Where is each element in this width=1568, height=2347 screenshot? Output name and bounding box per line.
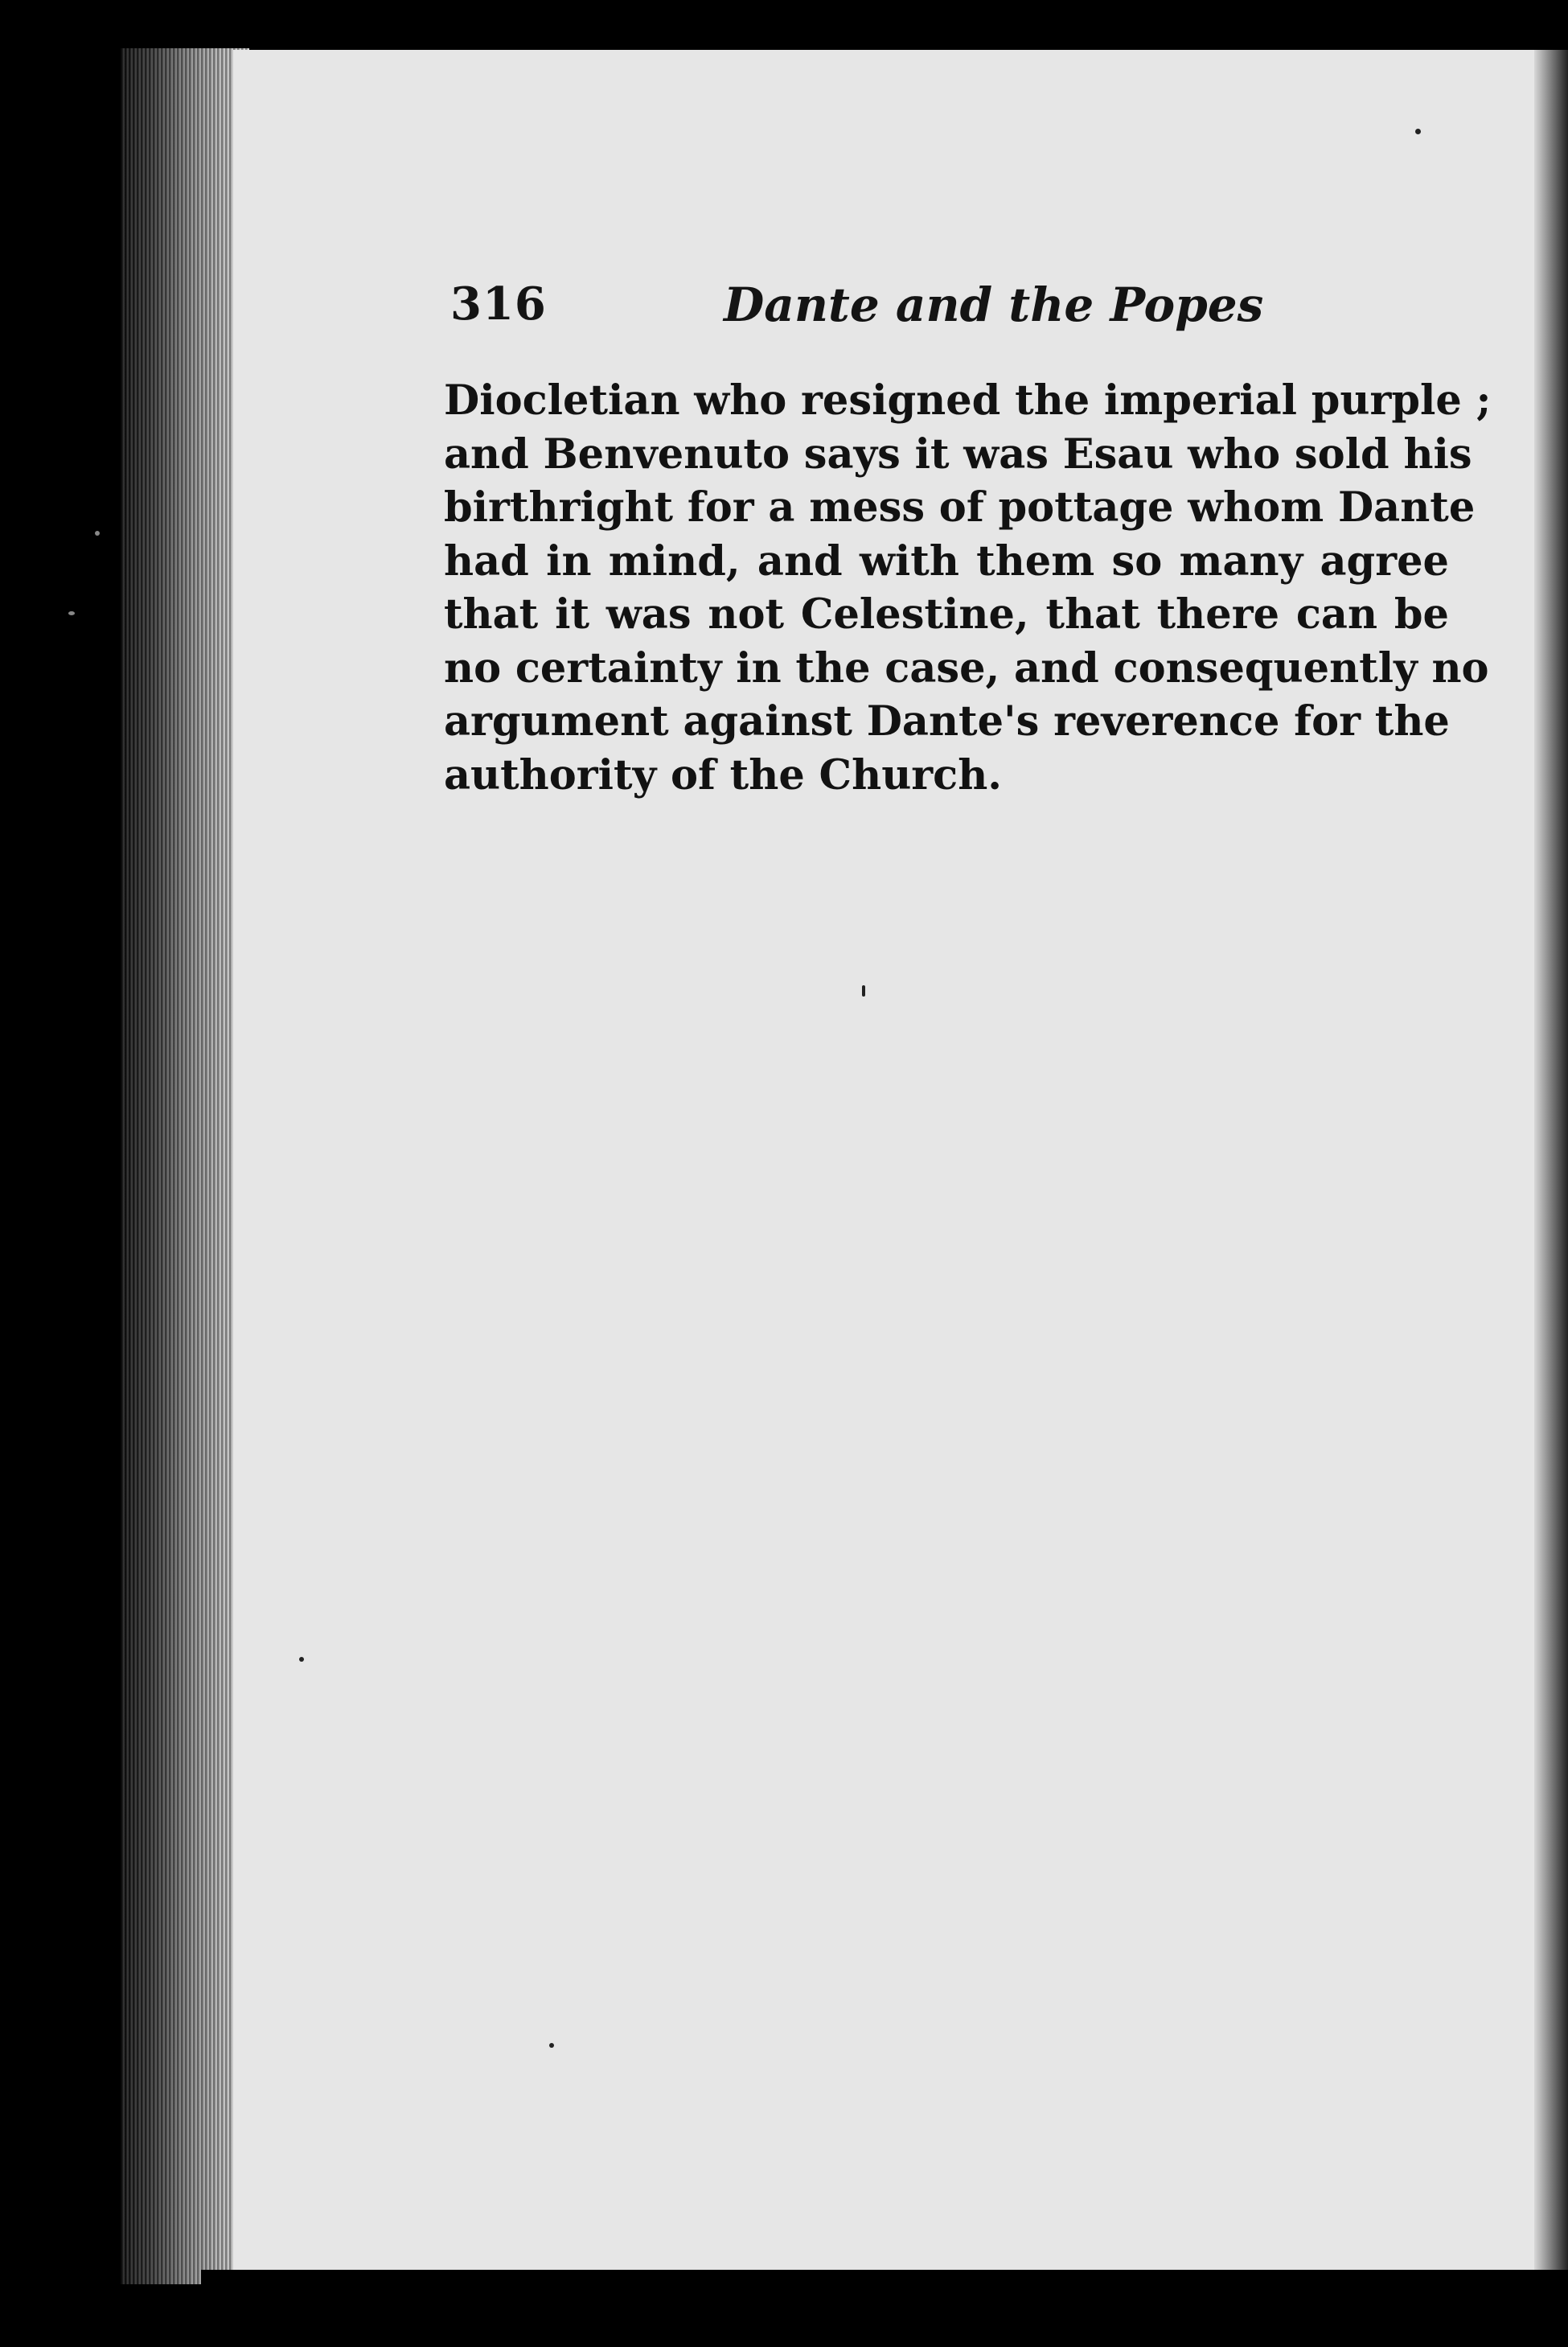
scan-speck xyxy=(95,531,100,536)
book-page-edge xyxy=(121,48,249,2284)
scan-speck xyxy=(862,985,865,997)
running-head xyxy=(450,277,1335,342)
text-line: that it was not Celestine, that there can be xyxy=(444,590,1449,639)
text-line: Diocletian who resigned the imperial purple ; xyxy=(444,376,1492,425)
scan-speck xyxy=(549,2043,554,2048)
body-paragraph xyxy=(444,374,1492,802)
text-line: and Benvenuto says it was Esau who sold his xyxy=(444,430,1472,479)
scan-speck xyxy=(299,1657,304,1662)
text-line: no certainty in the case, and consequently no xyxy=(444,643,1489,693)
text-line: birthright for a mess of pottage whom Dante xyxy=(444,483,1476,532)
page-number: 316 xyxy=(450,277,547,331)
text-line: authority of the Church. xyxy=(444,750,1003,799)
scan-speck xyxy=(68,611,75,615)
text-line: had in mind, and with them so many agree xyxy=(444,536,1449,586)
scan-speck xyxy=(1415,129,1421,134)
text-line: argument against Dante's reverence for the xyxy=(444,697,1450,746)
page-bottom-border xyxy=(201,2270,1568,2347)
running-title: Dante and the Popes xyxy=(724,277,1264,332)
page-right-shadow xyxy=(1534,50,1568,2270)
